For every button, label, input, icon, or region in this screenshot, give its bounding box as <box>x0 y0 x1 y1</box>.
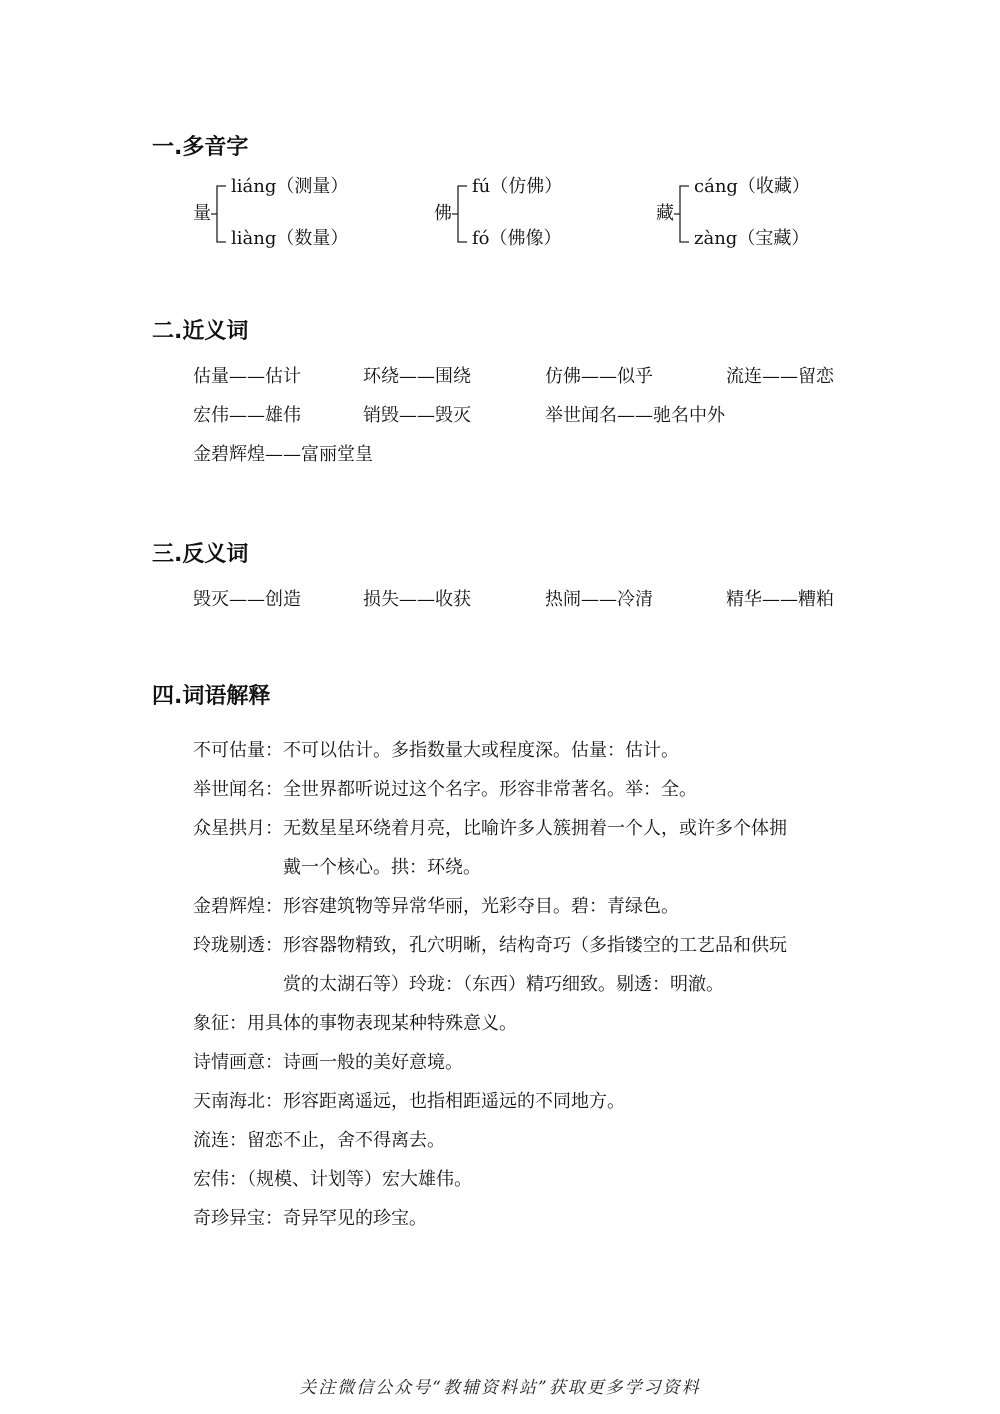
reading-1: cáng（收藏） <box>694 176 810 197</box>
synonym-pair: 估量——估计 <box>193 366 301 387</box>
reading-2: zàng（宝藏） <box>694 228 810 249</box>
definition-continuation: 赏的太湖石等）玲珑：（东西）精巧细致。剔透：明澈。 <box>283 974 724 995</box>
reading-1: fú（仿佛） <box>472 176 563 197</box>
synonym-pair: 环绕——围绕 <box>363 366 471 387</box>
section-title-antonyms: 三.反义词 <box>152 542 249 567</box>
synonym-pair: 举世闻名——驰名中外 <box>545 405 725 426</box>
synonym-pair: 仿佛——似乎 <box>545 366 653 387</box>
footer-note: 关注微信公众号“教辅资料站”获取更多学习资料 <box>299 1378 701 1398</box>
polyphonic-group <box>193 172 413 256</box>
brace-icon <box>674 185 690 243</box>
synonym-pair: 宏伟——雄伟 <box>193 405 301 426</box>
section-title-polyphonic: 一.多音字 <box>152 135 249 160</box>
antonym-pair: 毁灭——创造 <box>193 589 301 610</box>
definition-line: 众星拱月：无数星星环绕着月亮，比喻许多人簇拥着一个人，或许多个体拥 <box>193 818 787 839</box>
polyphonic-group <box>434 172 654 256</box>
section-title-synonyms: 二.近义词 <box>152 319 249 344</box>
polyphonic-char: 藏 <box>656 203 674 224</box>
synonym-pair: 销毁——毁灭 <box>363 405 471 426</box>
synonym-pair: 流连——留恋 <box>726 366 834 387</box>
definition-item: 象征：用具体的事物表现某种特殊意义。 <box>193 1013 517 1034</box>
definition-line: 玲珑剔透：形容器物精致，孔穴明晰，结构奇巧（多指镂空的工艺品和供玩 <box>193 935 787 956</box>
definition-item <box>193 809 863 887</box>
definition-item: 举世闻名：全世界都听说过这个名字。形容非常著名。举：全。 <box>193 779 697 800</box>
definition-item: 不可估量：不可以估计。多指数量大或程度深。估量：估计。 <box>193 740 679 761</box>
antonym-pair: 损失——收获 <box>363 589 471 610</box>
reading-2: liàng（数量） <box>231 228 349 249</box>
brace-icon <box>452 185 468 243</box>
antonym-pair: 热闹——冷清 <box>545 589 653 610</box>
section-title-definitions: 四.词语解释 <box>152 684 271 709</box>
polyphonic-char: 量 <box>193 203 211 224</box>
definition-continuation: 戴一个核心。拱：环绕。 <box>283 857 481 878</box>
definition-item <box>193 926 863 1004</box>
polyphonic-char: 佛 <box>434 203 452 224</box>
definition-item: 天南海北：形容距离遥远，也指相距遥远的不同地方。 <box>193 1091 625 1112</box>
definitions-list <box>193 731 863 1238</box>
definition-item: 奇珍异宝：奇异罕见的珍宝。 <box>193 1208 427 1229</box>
reading-1: liáng（测量） <box>231 176 349 197</box>
definition-item: 流连：留恋不止，舍不得离去。 <box>193 1130 445 1151</box>
reading-2: fó（佛像） <box>472 228 562 249</box>
definition-item: 宏伟：（规模、计划等）宏大雄伟。 <box>193 1169 472 1190</box>
antonym-pair: 精华——糟粕 <box>726 589 834 610</box>
brace-icon <box>211 185 227 243</box>
polyphonic-group <box>656 172 876 256</box>
definition-item: 金碧辉煌：形容建筑物等异常华丽，光彩夺目。碧：青绿色。 <box>193 896 679 917</box>
synonym-pair: 金碧辉煌——富丽堂皇 <box>193 444 373 465</box>
definition-item: 诗情画意：诗画一般的美好意境。 <box>193 1052 463 1073</box>
